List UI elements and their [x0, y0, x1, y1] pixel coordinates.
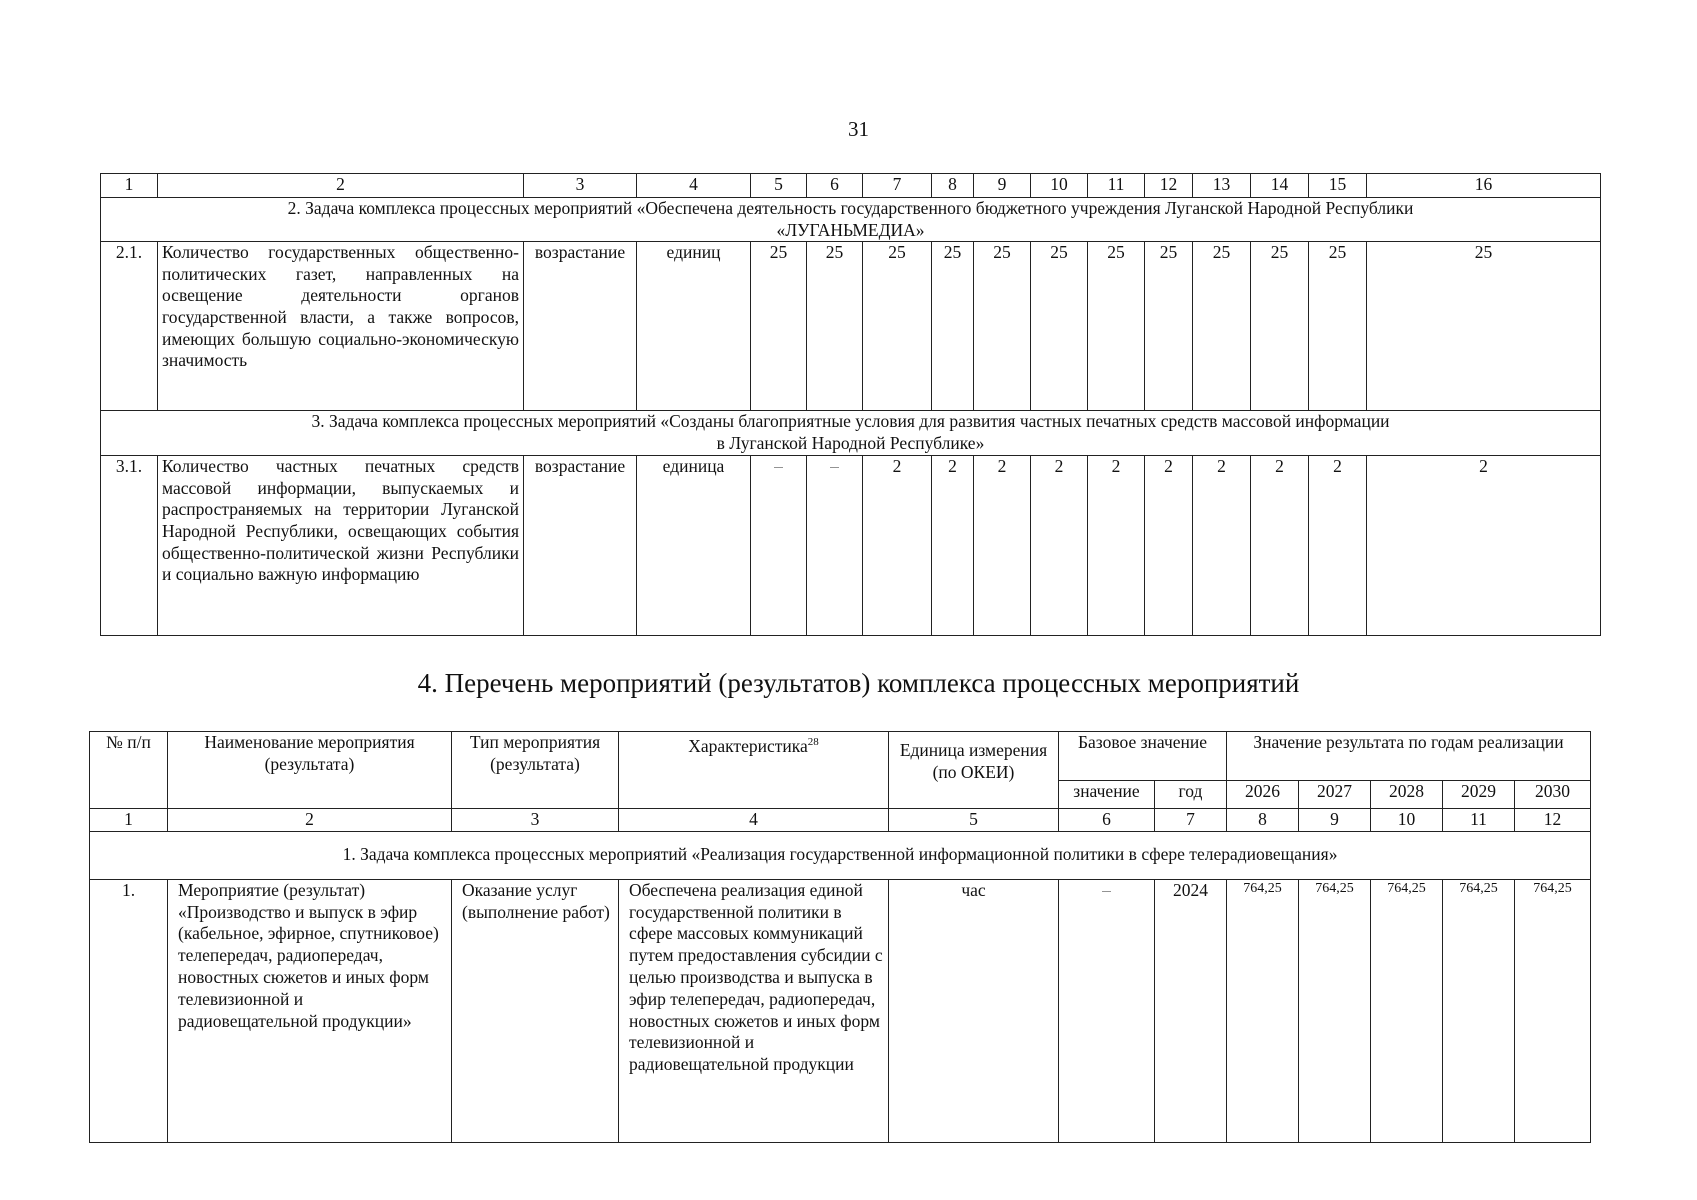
section-2-title-line1: 2. Задача комплекса процессных мероприятий «Обеспечена деятельность государственного бюджетного учреждения Луганской Народной Республики [287, 198, 1414, 218]
header-unit: Единица измерения (по ОКЕИ) [889, 732, 1059, 809]
column-number: 6 [807, 174, 863, 198]
column-number: 8 [932, 174, 974, 198]
header-base-value: значение [1059, 781, 1155, 809]
header-num: № п/п [90, 732, 168, 809]
column-number: 6 [1059, 809, 1155, 832]
indicator-value: 2 [1193, 456, 1251, 636]
year-value: 764,25 [1515, 879, 1591, 1142]
column-numbers-row [101, 174, 1601, 198]
indicators-table [100, 173, 1601, 636]
row-number: 3.1. [101, 456, 158, 636]
column-number: 7 [863, 174, 932, 198]
column-number: 9 [1299, 809, 1371, 832]
column-number: 2 [158, 174, 524, 198]
column-number: 14 [1251, 174, 1309, 198]
section-1-title: 1. Задача комплекса процессных мероприятий «Реализация государственной информационной политики в сфере телерадиовещания» [90, 831, 1591, 879]
column-number: 10 [1031, 174, 1088, 198]
section-3-title-line2: в Луганской Народной Республике» [716, 432, 985, 453]
column-number: 3 [452, 809, 619, 832]
row-number: 2.1. [101, 242, 158, 411]
indicator-value: 2 [974, 456, 1031, 636]
section-3-title-line1: 3. Задача комплекса процессных мероприятий «Созданы благоприятные условия для развития частных печатных средств массовой информации [311, 411, 1390, 432]
indicator-value: 25 [1309, 242, 1367, 411]
indicator-name: Количество государственных общественно-политических газет, направленных на освещение деятельности органов государственной власти, а также вопросов, имеющих большую социально-экономическую значимость [158, 242, 524, 411]
column-number: 9 [974, 174, 1031, 198]
indicator-value: 25 [1088, 242, 1145, 411]
section-1-header [90, 831, 1591, 879]
column-number: 4 [619, 809, 889, 832]
header-characteristic [619, 732, 889, 809]
activity-characteristic: Обеспечена реализация единой государственной политики в сфере массовых коммуникаций путем предоставления субсидии с целью производства и выпуска в эфир телепередач, радиопередач, новостных сюжетов и иных форм телевизионной и радиовещательной продукции [619, 879, 889, 1142]
indicator-value: 2 [1145, 456, 1193, 636]
page-number: 31 [848, 117, 869, 141]
indicator-value: 25 [751, 242, 807, 411]
indicator-value: 25 [1251, 242, 1309, 411]
header-name: Наименование мероприятия (результата) [168, 732, 452, 809]
footnote-mark: 28 [807, 736, 819, 748]
header-characteristic-label: Характеристика [688, 735, 808, 756]
column-number: 3 [524, 174, 637, 198]
header-year: 2027 [1299, 781, 1371, 809]
indicator-value: 25 [974, 242, 1031, 411]
column-number: 4 [637, 174, 751, 198]
header-type: Тип мероприятия (результата) [452, 732, 619, 809]
indicator-value: 2 [1251, 456, 1309, 636]
activity-unit: час [889, 879, 1059, 1142]
indicator-value: – [751, 456, 807, 636]
section-title: 4. Перечень мероприятий (результатов) комплекса процессных мероприятий [417, 668, 1300, 698]
column-number: 11 [1443, 809, 1515, 832]
row-number: 1. [90, 879, 168, 1142]
indicator-value: 25 [932, 242, 974, 411]
base-value: – [1059, 879, 1155, 1142]
indicator-value: – [807, 456, 863, 636]
header-base-year: год [1155, 781, 1227, 809]
header-year: 2026 [1227, 781, 1299, 809]
indicator-value: 2 [1031, 456, 1088, 636]
section-3-header [101, 411, 1601, 456]
table-row [101, 456, 1601, 636]
column-number: 7 [1155, 809, 1227, 832]
column-number: 1 [101, 174, 158, 198]
column-number: 11 [1088, 174, 1145, 198]
column-number: 12 [1145, 174, 1193, 198]
column-number: 1 [90, 809, 168, 832]
indicator-unit: единица [637, 456, 751, 636]
year-value: 764,25 [1299, 879, 1371, 1142]
year-value: 764,25 [1227, 879, 1299, 1142]
header-values-by-year: Значение результата по годам реализации [1227, 732, 1591, 781]
column-number: 10 [1371, 809, 1443, 832]
activity-type: Оказание услуг (выполнение работ) [452, 879, 619, 1142]
indicator-value: 25 [807, 242, 863, 411]
column-number: 5 [751, 174, 807, 198]
year-value: 764,25 [1443, 879, 1515, 1142]
indicator-direction: возрастание [524, 242, 637, 411]
column-numbers-row [90, 809, 1591, 832]
column-number: 16 [1367, 174, 1601, 198]
table-row [101, 242, 1601, 411]
indicator-value: 25 [1145, 242, 1193, 411]
column-number: 13 [1193, 174, 1251, 198]
indicator-value: 25 [1193, 242, 1251, 411]
column-number: 5 [889, 809, 1059, 832]
base-year: 2024 [1155, 879, 1227, 1142]
header-year: 2028 [1371, 781, 1443, 809]
header-row [90, 732, 1591, 781]
indicator-value: 25 [1367, 242, 1601, 411]
activity-name: Мероприятие (результат) «Производство и выпуск в эфир (кабельное, эфирное, спутниковое) телепередач, радиопередач, новостных сюжетов и иных форм телевизионной и радиовещательной продукции» [168, 879, 452, 1142]
indicator-name: Количество частных печатных средств массовой информации, выпускаемых и распространяемых на территории Луганской Народной Республики, освещающих события общественно-политической жизни Республики и социально важную информацию [158, 456, 524, 636]
table-row [90, 879, 1591, 1142]
header-year: 2030 [1515, 781, 1591, 809]
indicator-value: 25 [1031, 242, 1088, 411]
indicator-value: 2 [1088, 456, 1145, 636]
indicator-value: 2 [1367, 456, 1601, 636]
column-number: 8 [1227, 809, 1299, 832]
column-number: 15 [1309, 174, 1367, 198]
indicator-direction: возрастание [524, 456, 637, 636]
indicator-value: 2 [1309, 456, 1367, 636]
column-number: 2 [168, 809, 452, 832]
section-2-title-line2: «ЛУГАНЬМЕДИА» [776, 219, 925, 240]
column-number: 12 [1515, 809, 1591, 832]
indicator-value: 2 [863, 456, 932, 636]
indicator-unit: единиц [637, 242, 751, 411]
indicator-value: 2 [932, 456, 974, 636]
indicator-value: 25 [863, 242, 932, 411]
activities-table [89, 731, 1591, 1143]
header-year: 2029 [1443, 781, 1515, 809]
header-base: Базовое значение [1059, 732, 1227, 781]
year-value: 764,25 [1371, 879, 1443, 1142]
section-2-header [101, 198, 1601, 242]
